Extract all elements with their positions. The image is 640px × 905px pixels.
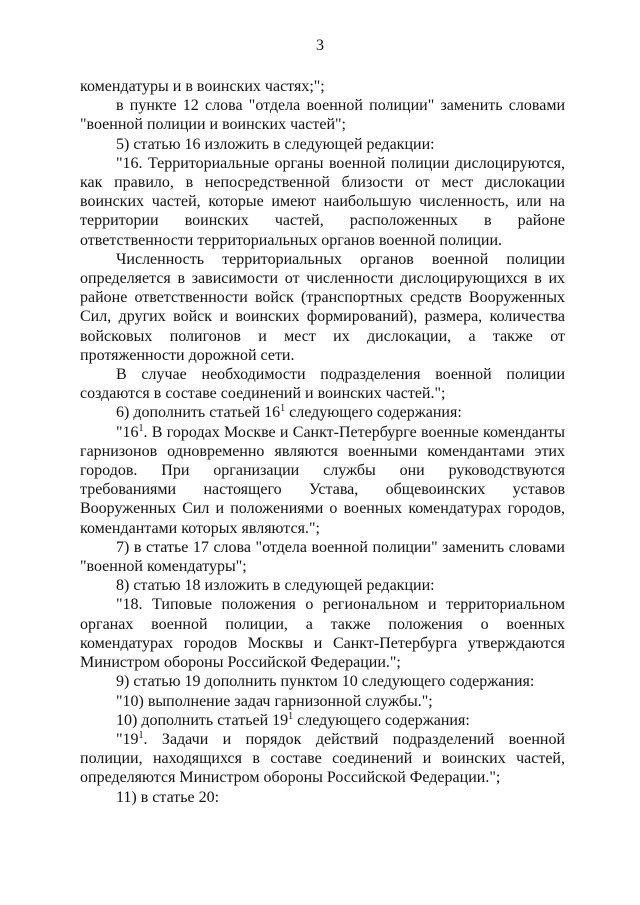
paragraph-p8 bbox=[80, 423, 565, 538]
paragraph-p12: 9) статью 19 дополнить пунктом 10 следующего содержания: bbox=[116, 673, 535, 691]
paragraph-text-start: 10) дополнить статьей 19 bbox=[116, 711, 289, 729]
page-number: 3 bbox=[316, 37, 324, 54]
paragraph-text-end: следующего содержания: bbox=[293, 711, 470, 729]
paragraph-p6: В случае необходимости подразделения военной полиции создаются в составе соединений и воинских частей."; bbox=[80, 366, 565, 403]
paragraph-p15 bbox=[80, 730, 565, 788]
paragraph-p14 bbox=[80, 711, 565, 730]
paragraph-text-end: . В городах Москве и Санкт-Петербурге военные коменданты гарнизонов одновременно являются военными комендантами этих городов. При организации службы они руководствуются требованиями настоящего Устава, общевоинских уставов Вооруженных Сил и положениями о военных комендатурах городов, комендантами которых являются."; bbox=[80, 423, 565, 537]
paragraph-p10: 8) статью 18 изложить в следующей редакции: bbox=[116, 577, 435, 595]
paragraph-p13: "10) выполнение задач гарнизонной службы."; bbox=[116, 692, 433, 710]
paragraph-text-start: "19 bbox=[116, 730, 139, 748]
paragraph-p3: 5) статью 16 изложить в следующей редакции: bbox=[116, 135, 435, 153]
superscript-index: 1 bbox=[138, 422, 144, 434]
paragraph-p7 bbox=[80, 403, 565, 422]
superscript-index: 1 bbox=[288, 710, 294, 722]
superscript-index: 1 bbox=[138, 729, 144, 741]
document-body bbox=[80, 77, 565, 807]
paragraph-text-start: "16 bbox=[116, 423, 139, 441]
paragraph-p11: "18. Типовые положения о региональном и территориальном органах военной полиции, а также положения о военных комендатурах городов Москвы и Санкт-Петербурга утверждаются Министром обороны Российской Федерации."; bbox=[80, 596, 565, 672]
paragraph-p4: "16. Территориальные органы военной полиции дислоцируются, как правило, в непосредственной близости от мест дислокации воинских частей, которые имеют наибольшую численность, или на территории воинских частей, расположенных в районе ответственности территориальных органов военной полиции. bbox=[80, 154, 565, 249]
paragraph-text-end: следующего содержания: bbox=[285, 404, 462, 422]
paragraph-text-end: . Задачи и порядок действий подразделений военной полиции, находящихся в составе соединений и воинских частей, определяются Министром обороны Российской Федерации."; bbox=[80, 730, 565, 787]
paragraph-p9: 7) в статье 17 слова "отдела военной полиции" заменить словами "военной комендатуры"; bbox=[80, 538, 565, 576]
superscript-index: 1 bbox=[280, 403, 286, 415]
paragraph-p1: комендатуры и в воинских частях;"; bbox=[80, 78, 325, 95]
paragraph-text-start: 6) дополнить статьей 16 bbox=[116, 404, 281, 422]
paragraph-p16: 11) в статье 20: bbox=[116, 788, 220, 806]
paragraph-p2: в пункте 12 слова "отдела военной полиции" заменить словами "военной полиции и воинских частей"; bbox=[80, 97, 565, 134]
paragraph-p5: Численность территориальных органов военной полиции определяется в зависимости от численности дислоцирующихся в их районе ответственности войск (транспортных средств Вооруженных Сил, других войск и воинских формирований), размера, количества войсковых полигонов и мест их дислокации, а также от протяженности дорожной сети. bbox=[80, 250, 565, 364]
